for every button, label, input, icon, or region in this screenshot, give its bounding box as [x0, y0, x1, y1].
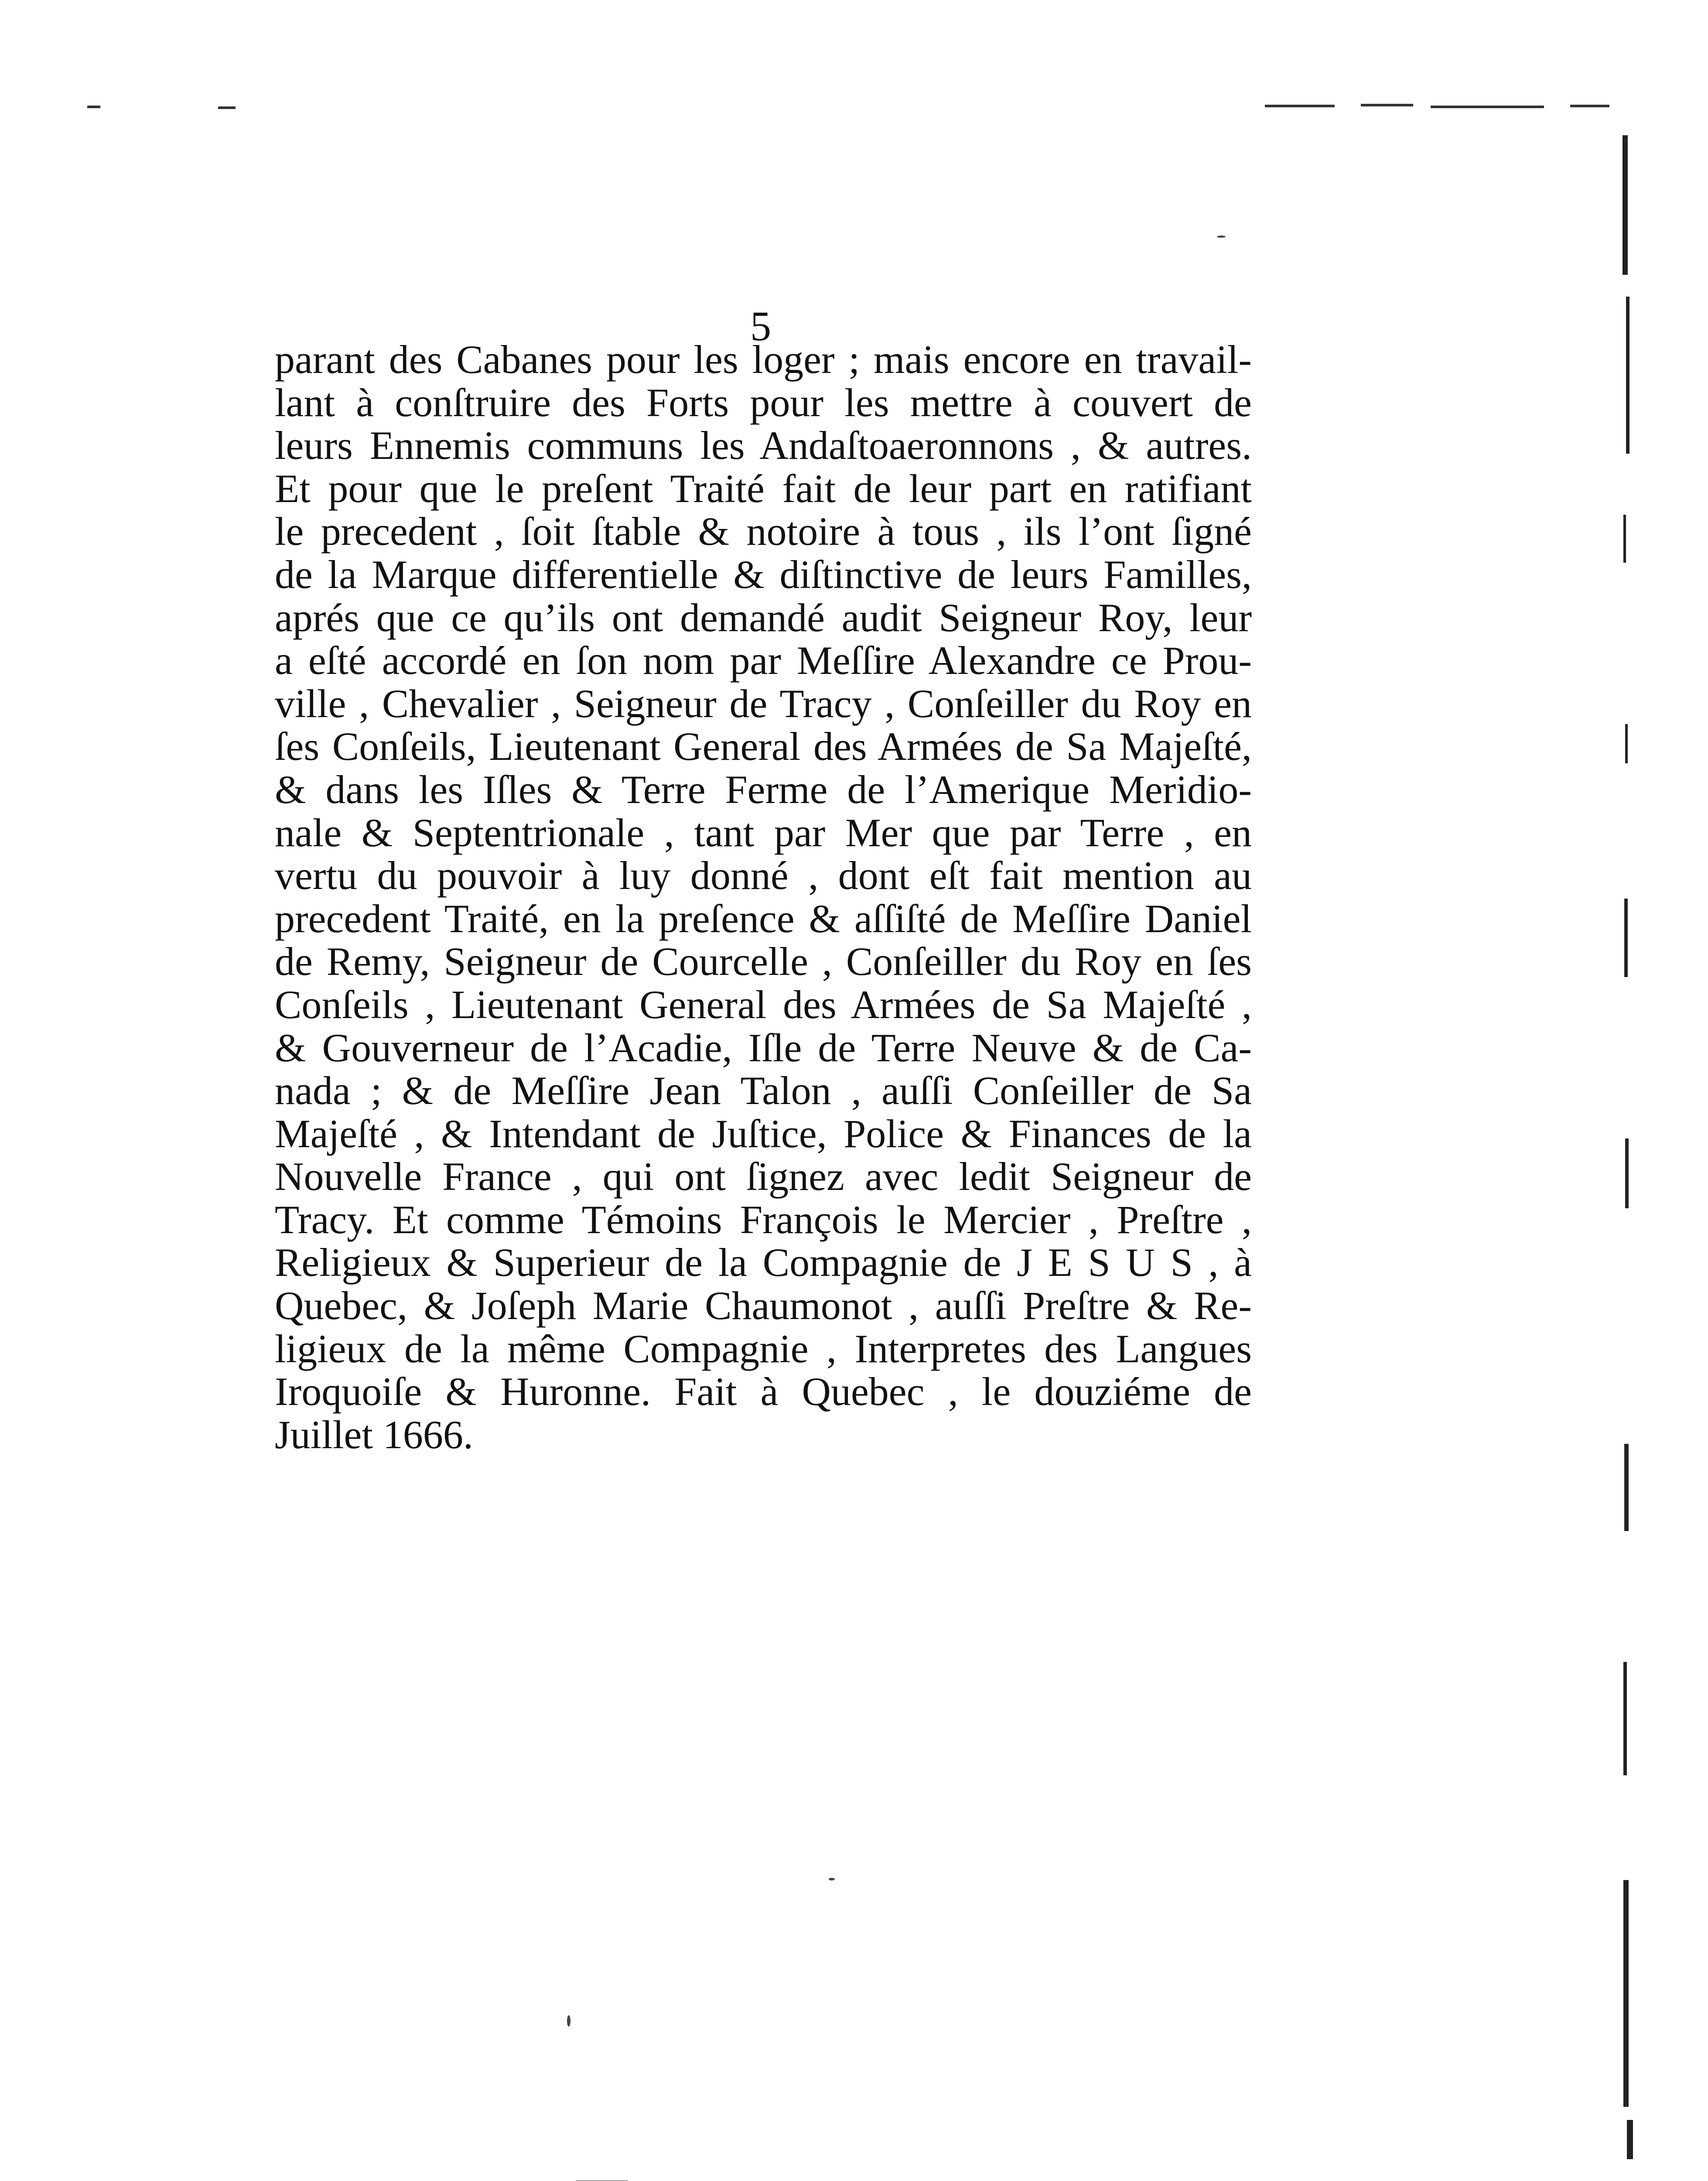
- scan-speck: [1217, 236, 1226, 238]
- text-line: Conſeils , Lieutenant General des Armées de Sa Majeſté ,: [275, 982, 1252, 1027]
- text-line: nale & Septentrionale , tant par Mer que par Terre , en: [275, 810, 1252, 855]
- text-line: lant à conſtruire des Forts pour les mettre à couvert de: [275, 380, 1252, 425]
- text-line: ſes Conſeils, Lieutenant General des Armées de Sa Majeſté,: [275, 724, 1252, 769]
- text-line: & Gouverneur de l’Acadie, Iſle de Terre Neuve & de Ca-: [275, 1025, 1252, 1070]
- text-line: ligieux de la même Compagnie , Interpretes des Langues: [275, 1326, 1252, 1371]
- text-line: ville , Chevalier , Seigneur de Tracy , Conſeiller du Roy en: [275, 681, 1252, 726]
- text-line: parant des Cabanes pour les loger ; mais encore en travail-: [275, 337, 1252, 382]
- text-line: Et pour que le preſent Traité fait de leur part en ratifiant: [275, 466, 1252, 511]
- scan-artifact-top: [87, 100, 1614, 113]
- text-line: de la Marque differentielle & diſtinctive de leurs Familles,: [275, 552, 1252, 597]
- text-line: leurs Ennemis communs les Andaſtoaeronnons , & autres.: [275, 423, 1252, 468]
- text-line: precedent Traité, en la preſence & aſſiſté de Meſſire Daniel: [275, 896, 1252, 941]
- text-line: Tracy. Et comme Témoins François le Mercier , Preſtre ,: [275, 1197, 1252, 1242]
- text-line: vertu du pouvoir à luy donné , dont eſt fait mention au: [275, 853, 1252, 898]
- text-line: Iroquoiſe & Huronne. Fait à Quebec , le douziéme de: [275, 1369, 1252, 1414]
- scan-artifact-bottom: [393, 2170, 1614, 2181]
- page-number: 5: [750, 303, 771, 349]
- text-line: Religieux & Superieur de la Compagnie de J E S U S , à: [275, 1240, 1252, 1285]
- text-line: de Remy, Seigneur de Courcelle , Conſeiller du Roy en ſes: [275, 939, 1252, 984]
- text-line: Quebec, & Joſeph Marie Chaumonot , auſſi Preſtre & Re-: [275, 1283, 1252, 1328]
- text-line: a eſté accordé en ſon nom par Meſſire Alexandre ce Prou-: [275, 638, 1252, 683]
- text-line: aprés que ce qu’ils ont demandé audit Seigneur Roy, leur: [275, 595, 1252, 640]
- text-line: le precedent , ſoit ſtable & notoire à tous , ils l’ont ſigné: [275, 509, 1252, 554]
- scan-speck: [567, 2015, 570, 2027]
- scan-speck: [829, 1878, 835, 1880]
- text-line: & dans les Iſles & Terre Ferme de l’Amerique Meridio-: [275, 767, 1252, 812]
- text-line: nada ; & de Meſſire Jean Talon , auſſi Conſeiller de Sa: [275, 1068, 1252, 1113]
- body-text: [275, 338, 1252, 1456]
- text-line: Nouvelle France , qui ont ſignez avec ledit Seigneur de: [275, 1154, 1252, 1199]
- text-line: Majeſté , & Intendant de Juſtice, Police & Finances de la: [275, 1111, 1252, 1156]
- scan-artifact-right-edge: [1614, 113, 1644, 2164]
- text-line-last: Juillet 1666.: [275, 1412, 473, 1457]
